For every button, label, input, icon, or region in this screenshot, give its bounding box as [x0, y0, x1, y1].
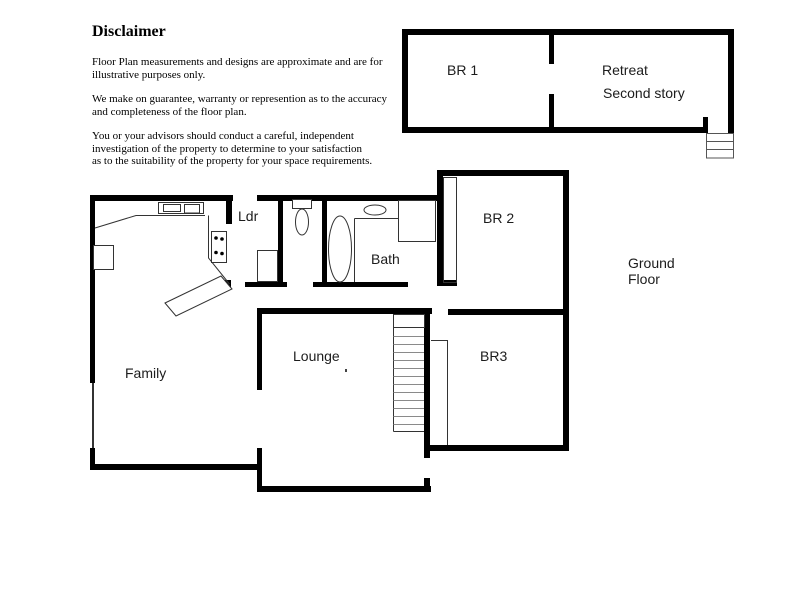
- washer-icon: [258, 251, 278, 282]
- floor-label-ground-line2: Floor: [628, 271, 660, 287]
- closet-outline: [444, 178, 457, 283]
- refrigerator-icon: [94, 246, 114, 270]
- kitchen-counter-edge: [95, 216, 230, 285]
- window-wall-line: [92, 383, 94, 448]
- disclaimer-title: Disclaimer: [92, 23, 166, 40]
- shower-icon: [399, 201, 436, 242]
- disclaimer-line: investigation of the property to determine to your satisfaction: [92, 142, 363, 155]
- stair-side-edge: [394, 328, 425, 432]
- stove-burner: [214, 236, 218, 240]
- room-label-bath: Bath: [371, 251, 400, 267]
- room-label-br2: BR 2: [483, 210, 515, 226]
- toilet-bowl: [296, 209, 309, 235]
- room-label-family: Family: [125, 365, 167, 381]
- understair-partition: [431, 341, 448, 446]
- kitchen-sink-bowl: [164, 205, 181, 212]
- floor-label-second-story: Second story: [603, 85, 685, 101]
- floor-label-ground-line1: Ground: [628, 255, 675, 271]
- room-label-lounge: Lounge: [293, 348, 340, 364]
- disclaimer-line: illustrative purposes only.: [92, 68, 206, 81]
- toilet-tank: [293, 200, 312, 209]
- sink-icon: [364, 205, 386, 215]
- disclaimer-line: as to the suitability of the property for your space requirements.: [92, 155, 373, 167]
- room-label-br3: BR3: [480, 348, 508, 364]
- stove-icon: [212, 232, 227, 263]
- disclaimer-line: and completeness of the floor plan.: [92, 105, 247, 118]
- second-story-stairs: [707, 134, 734, 159]
- staircase: [394, 315, 425, 432]
- room-label-br1: BR 1: [447, 62, 479, 78]
- stair-landing: [394, 315, 425, 328]
- stove-burner: [220, 252, 224, 256]
- kitchen-sink-bowl: [185, 205, 200, 214]
- stove-burner: [214, 251, 218, 255]
- toilet-icon: [293, 200, 312, 236]
- stove-burner: [220, 237, 224, 241]
- bathtub-icon: [329, 216, 352, 282]
- stray-dot: [345, 369, 347, 372]
- disclaimer-line: Floor Plan measurements and designs are approximate and are for: [92, 56, 383, 68]
- disclaimer-line: You or your advisors should conduct a careful, independent: [92, 130, 354, 142]
- kitchen-island: [165, 276, 232, 316]
- kitchen-sink-icon: [159, 203, 204, 214]
- room-label-ldr: Ldr: [238, 208, 259, 224]
- stair-treads: [394, 337, 425, 425]
- stove-body: [212, 232, 227, 263]
- disclaimer-line: We make on guarantee, warranty or represention as to the accuracy: [92, 93, 388, 105]
- room-label-retreat: Retreat: [602, 62, 648, 78]
